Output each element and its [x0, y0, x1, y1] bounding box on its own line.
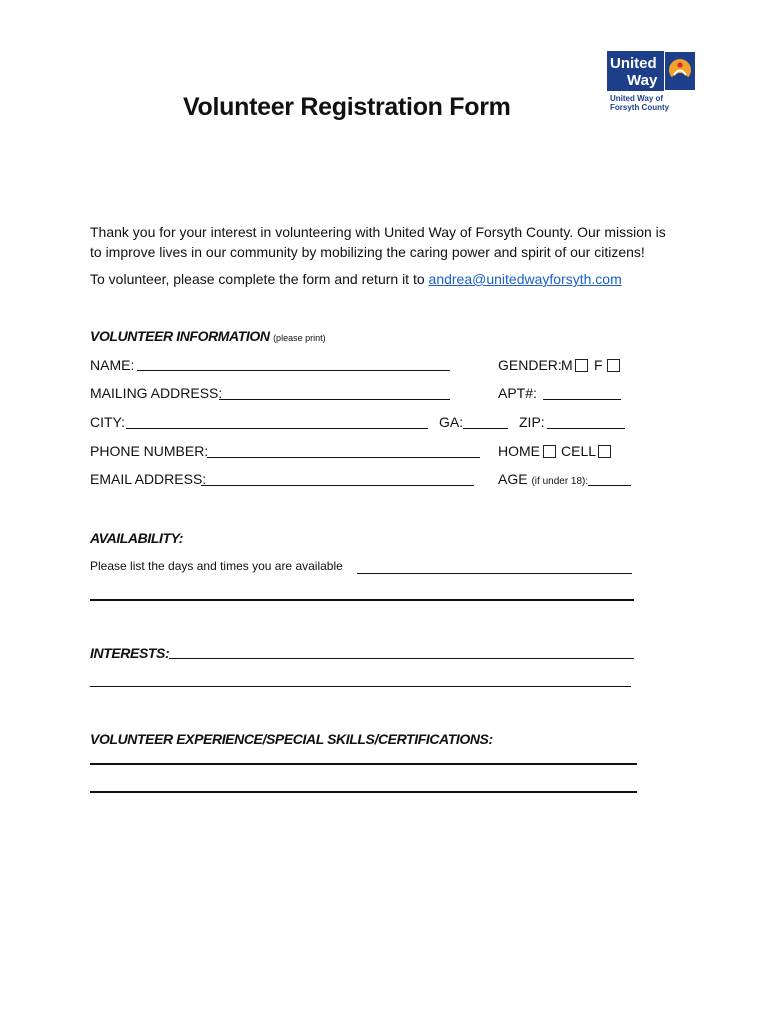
logo-subtitle-line1: United Way of	[610, 94, 664, 103]
city-field[interactable]	[126, 428, 428, 429]
logo-text-way: Way	[627, 72, 658, 89]
email-field[interactable]	[201, 485, 474, 486]
gender-f-checkbox[interactable]	[607, 359, 620, 372]
availability-field-1[interactable]	[357, 573, 632, 574]
contact-email-link[interactable]: andrea@unitedwayforsyth.com	[428, 271, 622, 287]
gender-m-label: M	[561, 357, 573, 373]
logo-subtitle-line2: Forsyth County	[610, 103, 670, 112]
experience-field-2[interactable]	[90, 791, 637, 793]
availability-prompt: Please list the days and times you are available	[90, 559, 343, 573]
intro-line-2: to improve lives in our community by mobilizing the caring power and spirit of our citizens!	[90, 244, 645, 260]
phone-label: PHONE NUMBER:	[90, 443, 209, 459]
logo-text-united: United	[610, 55, 657, 72]
email-label: EMAIL ADDRESS:	[90, 471, 207, 487]
gender-m-checkbox[interactable]	[575, 359, 588, 372]
apt-label: APT#:	[498, 385, 537, 401]
gender-label: GENDER:	[498, 357, 562, 373]
age-label	[498, 471, 588, 487]
volunteer-info-heading	[90, 328, 326, 344]
please-print-note: (please print)	[273, 333, 326, 343]
ga-label: GA:	[439, 414, 464, 430]
apt-field[interactable]	[543, 399, 621, 400]
united-way-logo-graphic	[607, 51, 696, 91]
age-note: (if under 18):	[531, 476, 589, 487]
experience-field-1[interactable]	[90, 763, 637, 765]
zip-field[interactable]	[547, 428, 625, 429]
united-way-logo	[607, 51, 696, 91]
page-title: Volunteer Registration Form	[183, 93, 511, 121]
intro-paragraph	[90, 222, 666, 262]
age-field[interactable]	[588, 485, 631, 486]
interests-heading: INTERESTS:	[90, 645, 170, 661]
zip-label: ZIP:	[519, 414, 545, 430]
age-label-text: AGE	[498, 471, 528, 487]
cell-checkbox[interactable]	[598, 445, 611, 458]
volunteer-info-heading-text: VOLUNTEER INFORMATION	[90, 328, 270, 344]
home-label: HOME	[498, 443, 540, 459]
availability-heading: AVAILABILITY:	[90, 530, 184, 546]
interests-field-1[interactable]	[169, 658, 634, 659]
name-field[interactable]	[137, 370, 450, 371]
return-instruction	[90, 269, 622, 289]
logo-subtitle	[610, 94, 669, 112]
name-label: NAME:	[90, 357, 135, 373]
city-label: CITY:	[90, 414, 126, 430]
availability-field-2[interactable]	[90, 599, 634, 601]
return-text: To volunteer, please complete the form and return it to	[90, 271, 429, 287]
experience-heading: VOLUNTEER EXPERIENCE/SPECIAL SKILLS/CERTIFICATIONS:	[90, 731, 493, 747]
mailing-address-field[interactable]	[219, 399, 450, 400]
phone-field[interactable]	[207, 457, 480, 458]
cell-label: CELL	[561, 443, 597, 459]
home-checkbox[interactable]	[543, 445, 556, 458]
gender-f-label: F	[594, 357, 603, 373]
mailing-address-label: MAILING ADDRESS:	[90, 385, 223, 401]
interests-field-2[interactable]	[90, 686, 631, 687]
ga-field[interactable]	[463, 428, 508, 429]
intro-line-1: Thank you for your interest in volunteering with United Way of Forsyth County. Our mission is	[90, 224, 666, 240]
